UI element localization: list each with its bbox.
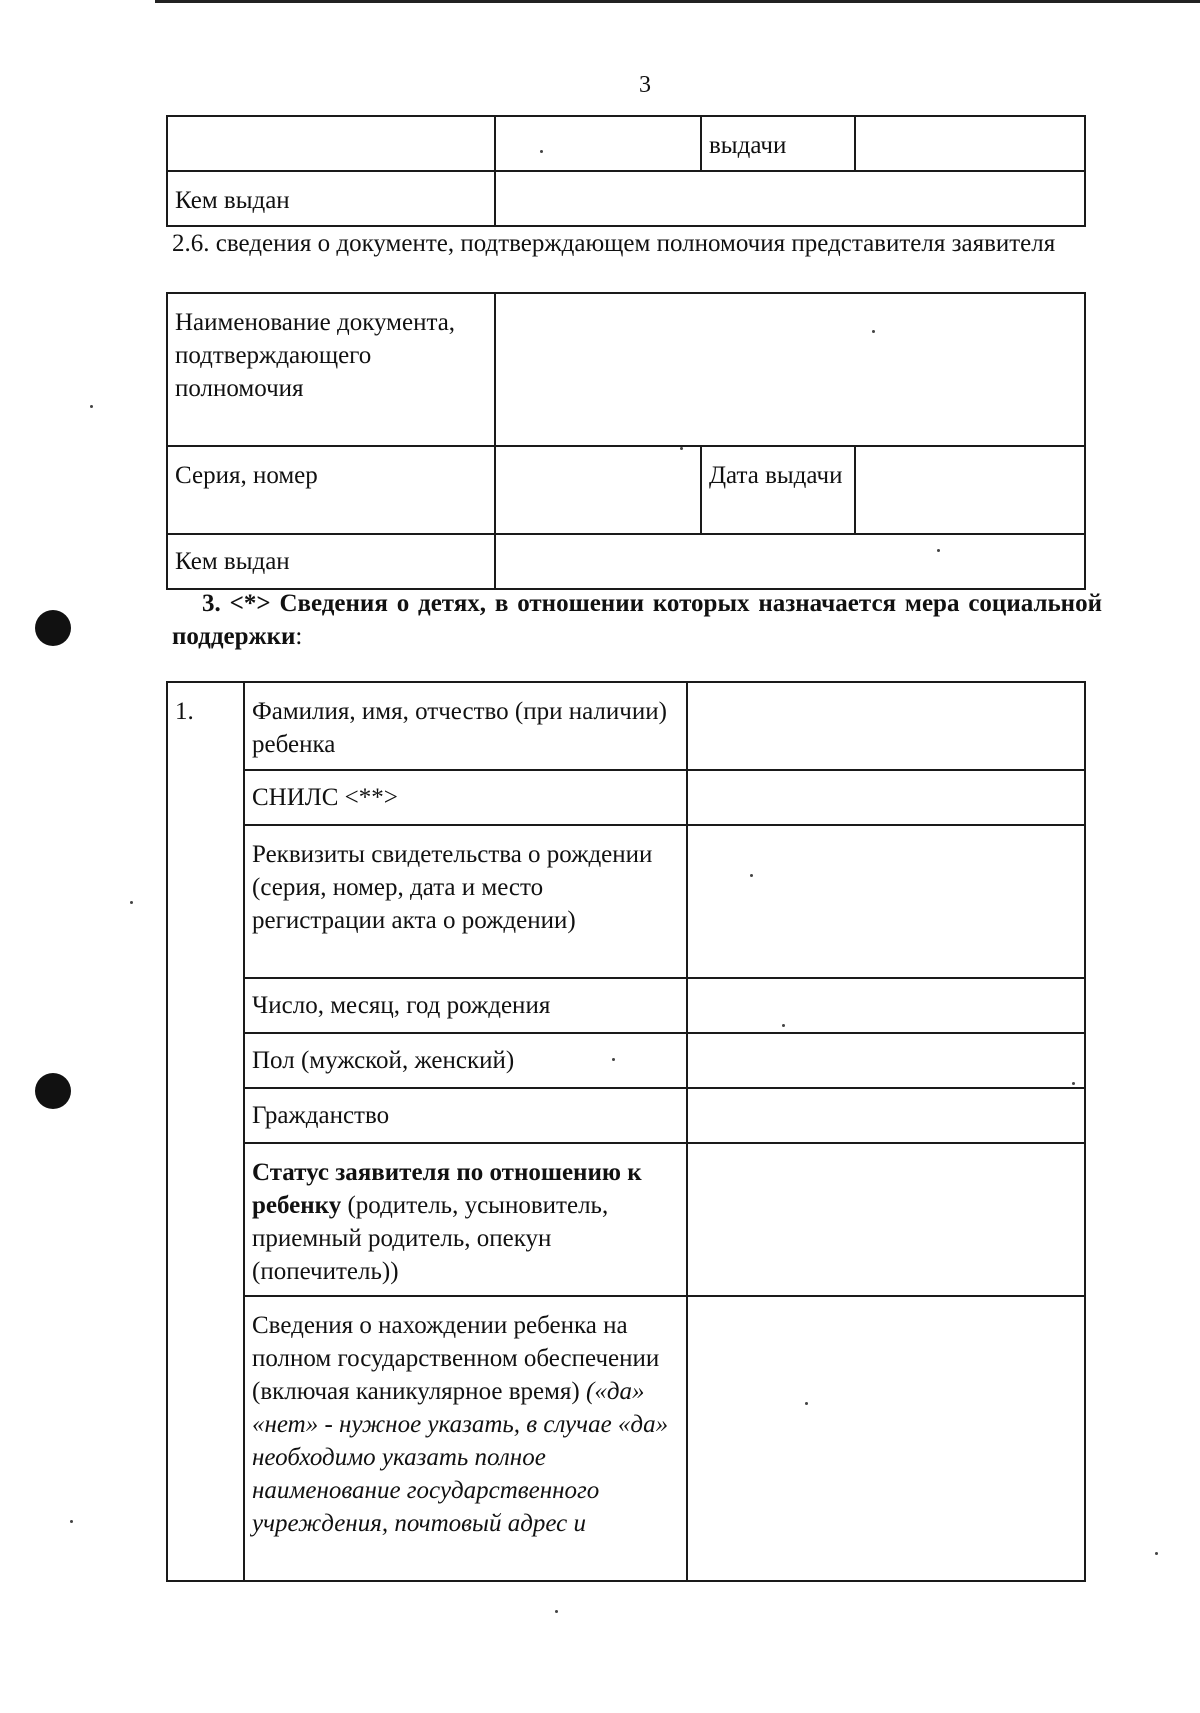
page-number: 3: [639, 72, 651, 98]
table-row: [167, 446, 1085, 534]
section-3-heading-text: 3. <*> Сведения о детях, в отношении которых назначается мера социальной поддержки: [172, 590, 1102, 650]
scan-speck: [90, 405, 93, 408]
representative-document-table: [166, 292, 1086, 590]
scan-speck: [130, 901, 133, 904]
issue-date-value[interactable]: [855, 446, 1085, 534]
scan-speck: [782, 1024, 785, 1027]
row-label-name: Фамилия, имя, отчество (при наличии) ребенка: [244, 682, 687, 770]
table-row: [167, 293, 1085, 446]
issued-by-value[interactable]: [495, 171, 1085, 226]
row-value-birth-date[interactable]: [687, 978, 1085, 1033]
children-table: [166, 681, 1086, 1582]
table-row: [167, 1088, 1085, 1143]
state-custody-text: Сведения о нахождении ребенка на полном государственном обеспечении (включая каникулярное время): [252, 1312, 660, 1405]
row-value-sex[interactable]: [687, 1033, 1085, 1088]
table-row: [167, 1296, 1085, 1581]
cell-value[interactable]: [495, 116, 701, 171]
cell-label: [167, 116, 495, 171]
row-value-state-custody[interactable]: [687, 1296, 1085, 1581]
punch-hole-bottom: [35, 1073, 71, 1109]
row-value-name[interactable]: [687, 682, 1085, 770]
section-3-heading: [172, 587, 1102, 653]
table-row: [167, 825, 1085, 978]
table-row: [167, 171, 1085, 226]
row-value-birth-certificate[interactable]: [687, 825, 1085, 978]
table-row: [167, 770, 1085, 825]
punch-hole-top: [35, 610, 71, 646]
table-row: [167, 978, 1085, 1033]
previous-document-table: [166, 115, 1086, 227]
applicant-status-rest: (родитель, усыновитель, приемный родитель, опекун (попечитель)): [252, 1192, 609, 1285]
table-row: [167, 1143, 1085, 1296]
series-number-value[interactable]: [495, 446, 701, 534]
issued-by-label: Кем выдан: [167, 171, 495, 226]
scan-speck: [680, 447, 683, 450]
section-3-heading-end: :: [295, 623, 303, 650]
scan-speck: [1155, 1552, 1158, 1555]
issue-date-label: Дата выдачи: [701, 446, 855, 534]
applicant-status-bold: Статус заявителя по отношению к ребенку: [252, 1159, 642, 1219]
date-label: выдачи: [701, 116, 855, 171]
table-row: [167, 1033, 1085, 1088]
doc-name-value[interactable]: [495, 293, 1085, 446]
scan-speck: [555, 1610, 558, 1613]
table-row: [167, 534, 1085, 589]
row-label-birth-certificate: Реквизиты свидетельства о рождении (серия, номер, дата и место регистрации акта о рождении): [244, 825, 687, 978]
row-label-citizenship: Гражданство: [244, 1088, 687, 1143]
state-custody-note: («да» «нет» - нужное указать, в случае «да» необходимо указать полное наименование государственного учреждения, почтовый адрес и: [252, 1378, 669, 1537]
scan-speck: [540, 150, 543, 153]
scan-speck: [70, 1520, 73, 1523]
row-label-state-custody: [244, 1296, 687, 1581]
table-row: [167, 116, 1085, 171]
row-label-birth-date: Число, месяц, год рождения: [244, 978, 687, 1033]
scan-speck: [872, 330, 875, 333]
table-row: [167, 682, 1085, 770]
row-label-sex: Пол (мужской, женский): [244, 1033, 687, 1088]
row-label-applicant-status: [244, 1143, 687, 1296]
scan-speck: [1072, 1082, 1075, 1085]
issued-by-label: Кем выдан: [167, 534, 495, 589]
scan-speck: [612, 1058, 615, 1061]
row-value-snils[interactable]: [687, 770, 1085, 825]
child-number: 1.: [167, 682, 244, 1581]
scan-speck: [750, 874, 753, 877]
section-2-6-heading: 2.6. сведения о документе, подтверждающем полномочия представителя заявителя: [172, 230, 1056, 257]
row-label-snils: СНИЛС <**>: [244, 770, 687, 825]
row-value-applicant-status[interactable]: [687, 1143, 1085, 1296]
date-value[interactable]: [855, 116, 1085, 171]
scan-speck: [937, 549, 940, 552]
scan-speck: [805, 1402, 808, 1405]
doc-name-label: Наименование документа, подтверждающего полномочия: [167, 293, 495, 446]
series-number-label: Серия, номер: [167, 446, 495, 534]
row-value-citizenship[interactable]: [687, 1088, 1085, 1143]
page-top-border: [155, 0, 1200, 3]
issued-by-value[interactable]: [495, 534, 1085, 589]
